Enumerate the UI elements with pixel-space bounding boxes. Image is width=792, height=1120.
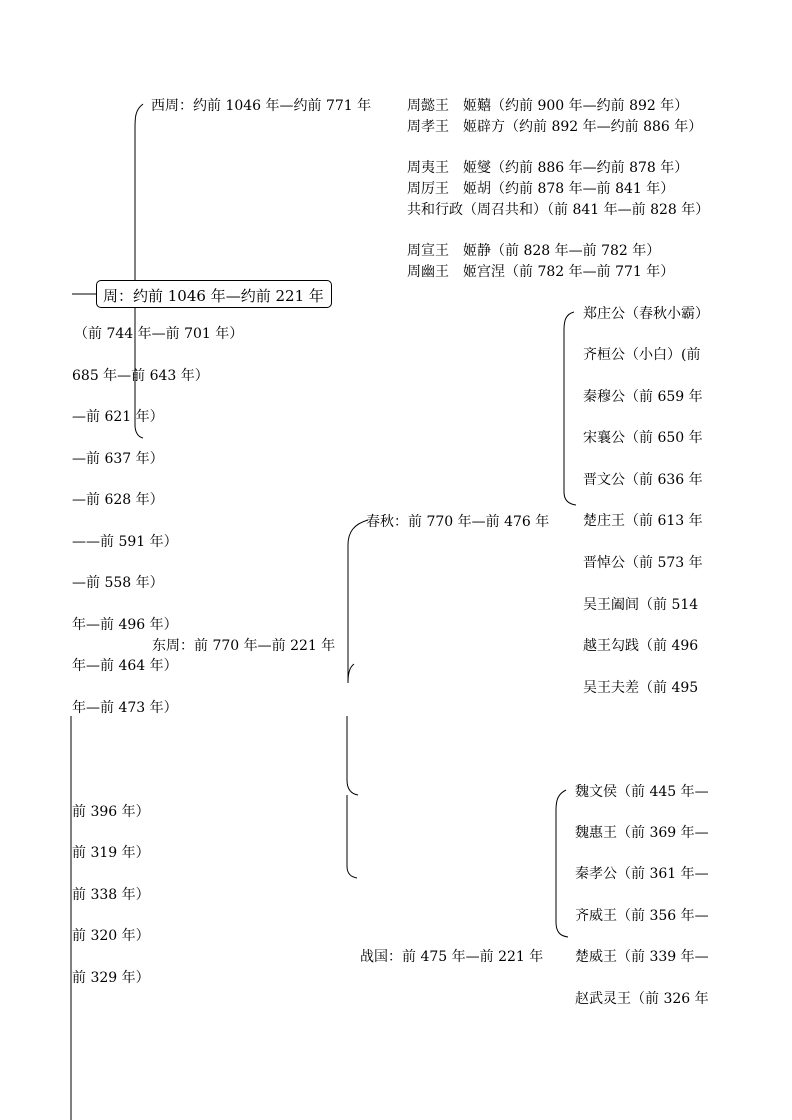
west-zhou-king: 周懿王 姬囏（约前 900 年—约前 892 年）: [407, 98, 689, 114]
hegemon-item: 秦穆公（前 659 年: [583, 389, 703, 405]
hegemon-item: 齐桓公（小白）(前: [583, 347, 701, 363]
west-zhou-king: 周夷王 姬燮（约前 886 年—约前 878 年）: [407, 160, 689, 176]
hegemon-item: 郑庄公（春秋小霸）: [583, 306, 709, 322]
left-fragment: ——前 591 年）: [72, 534, 178, 550]
warring-ruler-item: 齐威王（前 356 年—: [575, 908, 709, 924]
warring-ruler-item: 魏惠王（前 369 年—: [575, 825, 709, 841]
east-zhou-brace-bottom: [347, 795, 357, 878]
west-zhou-king: 周幽王 姬宫涅（前 782 年—前 771 年）: [407, 264, 675, 280]
spring-autumn-label: 春秋：前 770 年—前 476 年: [366, 514, 550, 530]
left-fragment: 年—前 473 年）: [72, 700, 178, 716]
warring-ruler-item: 秦孝公（前 361 年—: [575, 866, 709, 882]
warring-states-label: 战国：前 475 年—前 221 年: [360, 949, 544, 965]
left-fragment: （前 744 年—前 701 年）: [74, 326, 244, 342]
hegemon-item: 越王勾践（前 496: [583, 638, 699, 654]
left-fragment: 前 329 年）: [72, 970, 150, 986]
left-fragment: 前 338 年）: [72, 887, 150, 903]
hegemon-item: 吴王阖闾（前 514: [583, 597, 699, 613]
hegemon-item: 吴王夫差（前 495: [583, 680, 699, 696]
warring-ruler-item: 魏文侯（前 445 年—: [575, 784, 709, 800]
left-fragment: 年—前 464 年）: [72, 658, 178, 674]
left-fragment: —前 621 年）: [72, 409, 164, 425]
warring-ruler-item: 楚威王（前 339 年—: [575, 949, 709, 965]
left-fragment: —前 558 年）: [72, 575, 164, 591]
east-zhou-brace-lower: [347, 716, 358, 795]
east-zhou-brace: [348, 520, 368, 683]
hegemon-item: 晋悼公（前 573 年: [583, 555, 703, 571]
left-fragment: 年—前 496 年）: [72, 617, 178, 633]
root-node-box: [96, 280, 332, 308]
west-zhou-king: 周宣王 姬静（前 828 年—前 782 年）: [407, 243, 661, 259]
hegemon-item: 宋襄公（前 650 年: [583, 430, 703, 446]
spring-autumn-upper-brace: [564, 312, 576, 505]
left-fragment: 前 320 年）: [72, 928, 150, 944]
hegemon-item: 晋文公（前 636 年: [583, 472, 703, 488]
root-node-label: 周：约前 1046 年—约前 221 年: [103, 287, 324, 305]
warring-states-brace: [556, 790, 568, 937]
west-zhou-brace: [135, 104, 143, 438]
left-fragment: 685 年—前 643 年）: [72, 368, 209, 384]
west-zhou-label: 西周：约前 1046 年—约前 771 年: [151, 98, 372, 114]
left-fragment: —前 628 年）: [72, 492, 164, 508]
left-fragment: 前 319 年）: [72, 845, 150, 861]
west-zhou-king: 共和行政（周召共和）（前 841 年—前 828 年）: [407, 202, 710, 218]
east-zhou-label: 东周：前 770 年—前 221 年: [152, 638, 336, 654]
east-zhou-brace-tip: [348, 664, 354, 683]
warring-ruler-item: 赵武灵王（前 326 年: [575, 991, 709, 1007]
left-fragment: 前 396 年）: [72, 804, 150, 820]
hegemon-item: 楚庄王（前 613 年: [583, 513, 703, 529]
left-fragment: —前 637 年）: [72, 451, 164, 467]
west-zhou-king: 周厉王 姬胡（约前 878 年—前 841 年）: [407, 181, 675, 197]
west-zhou-king: 周孝王 姬辟方（约前 892 年—约前 886 年）: [407, 119, 703, 135]
